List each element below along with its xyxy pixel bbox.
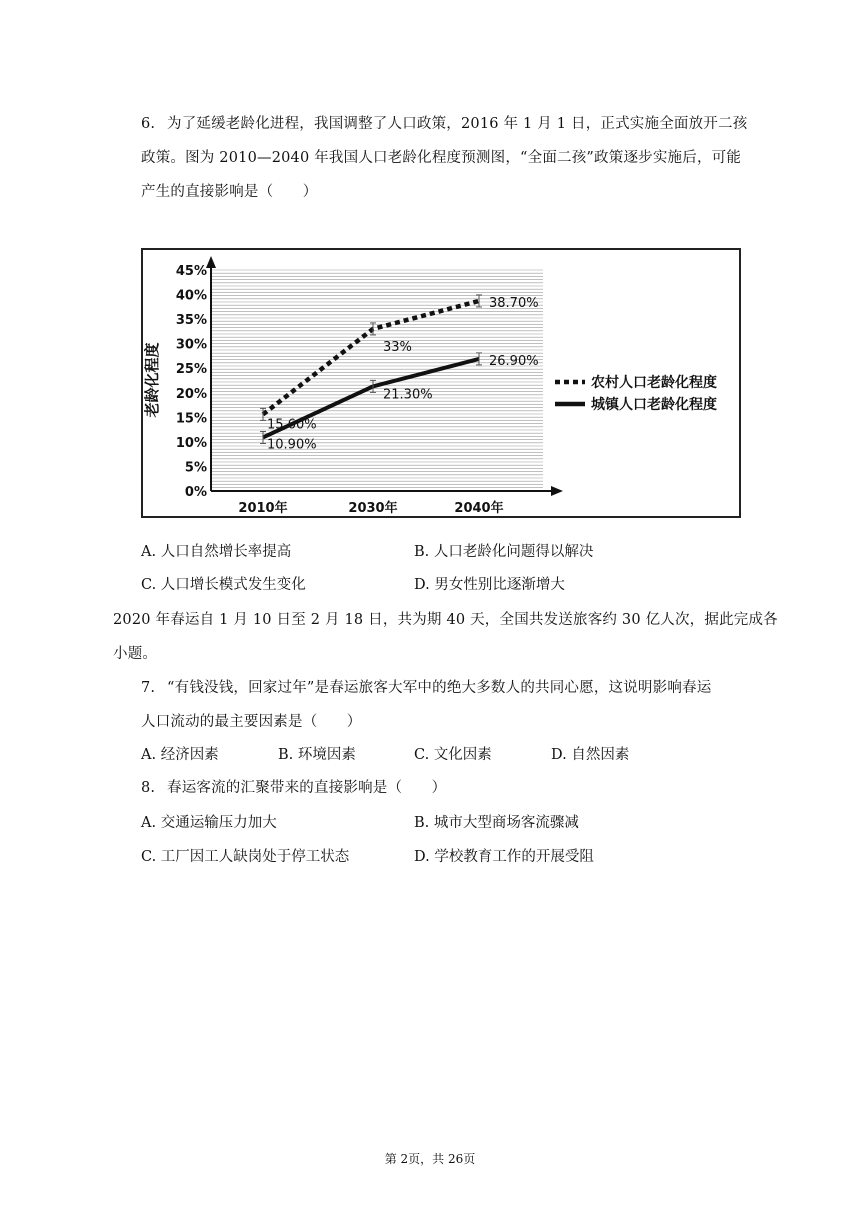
q7-line2: 人口流动的最主要因素是（ ） xyxy=(141,714,362,730)
y-tick-label: 0% xyxy=(184,485,207,500)
aging-chart-svg xyxy=(143,250,739,516)
q7-option-b[interactable]: B. 环境因素 xyxy=(278,747,356,763)
data-label: 26.90% xyxy=(489,353,539,369)
y-tick-label: 10% xyxy=(175,435,207,451)
q6-option-a[interactable]: A. 人口自然增长率提高 xyxy=(141,544,292,560)
y-tick-label: 15% xyxy=(175,411,207,427)
q6-option-c[interactable]: C. 人口增长模式发生变化 xyxy=(141,577,306,593)
q6-line2: 政策。图为 2010—2040 年我国人口老龄化程度预测图，“全面二孩”政策逐步实施后，可能 xyxy=(141,150,742,166)
y-tick-label: 25% xyxy=(175,362,207,378)
y-tick-label: 20% xyxy=(175,386,207,402)
q7-number: 7. xyxy=(141,680,156,696)
q8-option-d[interactable]: D. 学校教育工作的开展受阻 xyxy=(414,849,594,865)
q6-number: 6. xyxy=(141,116,156,132)
q7-text-1: “有钱没钱，回家过年”是春运旅客大军中的绝大多数人的共同心愿，这说明影响春运 xyxy=(167,680,712,696)
intro-line2: 小题。 xyxy=(113,646,158,662)
q6-line3: 产生的直接影响是（ ） xyxy=(141,184,318,200)
data-label: 10.90% xyxy=(267,437,317,453)
x-tick-label: 2010年 xyxy=(238,501,288,516)
q8-text-1: 春运客流的汇聚带来的直接影响是（ ） xyxy=(167,780,447,796)
q8-number: 8. xyxy=(141,780,156,796)
page-footer: 第 2页，共 26页 xyxy=(384,1152,476,1166)
q7-option-a[interactable]: A. 经济因素 xyxy=(141,747,219,763)
y-tick-label: 45% xyxy=(175,264,207,279)
y-tick-label: 30% xyxy=(175,337,207,353)
y-axis-arrow xyxy=(206,256,216,268)
y-tick-label: 35% xyxy=(175,313,207,329)
y-axis-label: 老龄化程度 xyxy=(143,342,161,418)
q7-line1 xyxy=(141,676,711,697)
data-label: 21.30% xyxy=(383,387,433,403)
q8-option-c[interactable]: C. 工厂因工人缺岗处于停工状态 xyxy=(141,849,350,865)
aging-chart xyxy=(141,248,741,518)
q8-line1 xyxy=(141,776,446,797)
x-tick-label: 2030年 xyxy=(348,501,398,516)
data-label: 38.70% xyxy=(489,295,539,311)
x-axis-arrow xyxy=(551,486,563,496)
q6-option-d[interactable]: D. 男女性别比逐渐增大 xyxy=(414,577,565,593)
y-tick-label: 40% xyxy=(175,288,207,304)
intro-line1: 2020 年春运自 1 月 10 日至 2 月 18 日，共为期 40 天，全国共发送旅客约 30 亿人次，据此完成各 xyxy=(113,612,778,628)
x-tick-label: 2040年 xyxy=(454,501,504,516)
q7-option-c[interactable]: C. 文化因素 xyxy=(414,747,492,763)
q8-option-b[interactable]: B. 城市大型商场客流骤减 xyxy=(414,815,579,831)
legend-label: 城镇人口老龄化程度 xyxy=(591,397,717,413)
data-label: 15.60% xyxy=(267,417,317,433)
q6-line1 xyxy=(141,112,747,133)
data-label: 33% xyxy=(383,339,412,355)
y-tick-label: 5% xyxy=(184,460,207,476)
q6-option-b[interactable]: B. 人口老龄化问题得以解决 xyxy=(414,544,594,560)
legend-label: 农村人口老龄化程度 xyxy=(591,375,717,391)
q8-option-a[interactable]: A. 交通运输压力加大 xyxy=(141,815,277,831)
q6-text-1: 为了延缓老龄化进程，我国调整了人口政策，2016 年 1 月 1 日，正式实施全面放开二孩 xyxy=(167,116,748,132)
q7-option-d[interactable]: D. 自然因素 xyxy=(551,747,630,763)
